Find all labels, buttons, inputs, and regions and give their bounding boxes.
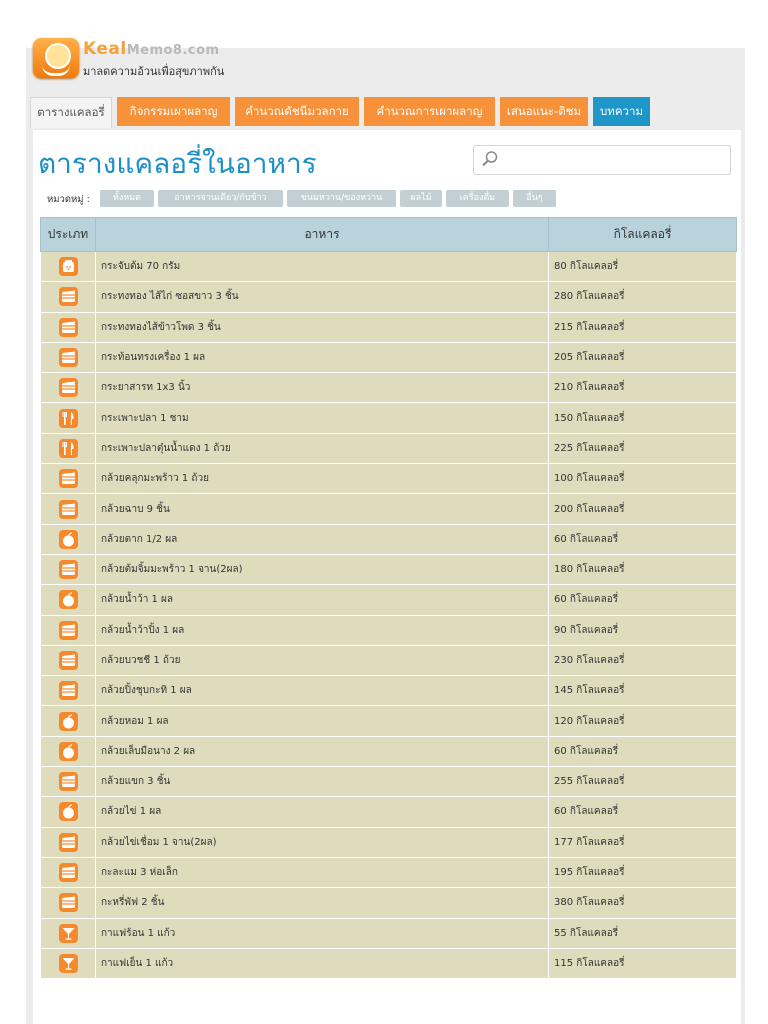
table-row[interactable] — [41, 948, 737, 978]
cocktail-icon — [59, 954, 78, 973]
table-row[interactable] — [41, 615, 737, 645]
cake-icon — [59, 681, 78, 700]
food-calories: 80 กิโลแคลอรี่ — [549, 252, 737, 282]
food-calories: 380 กิโลแคลอรี่ — [549, 888, 737, 918]
food-calories: 60 กิโลแคลอรี่ — [549, 585, 737, 615]
table-row[interactable] — [41, 252, 737, 282]
food-name[interactable]: กล้วยบวชชี 1 ถ้วย — [96, 645, 549, 675]
table-row[interactable] — [41, 736, 737, 766]
tab-burn-calc[interactable]: คำนวณการเผาผลาญ — [364, 97, 495, 126]
cake-icon — [59, 772, 78, 791]
row-type-cell — [41, 948, 96, 978]
food-name[interactable]: กล้วยแขก 3 ชิ้น — [96, 767, 549, 797]
food-name[interactable]: กาแฟเย็น 1 แก้ว — [96, 948, 549, 978]
category-others[interactable]: อื่นๆ — [513, 190, 556, 207]
food-calories: 60 กิโลแคลอรี่ — [549, 736, 737, 766]
row-type-cell — [41, 524, 96, 554]
table-row[interactable] — [41, 857, 737, 887]
brand-domain: Memo8.com — [126, 43, 220, 58]
tab-activities[interactable]: กิจกรรมเผาผลาญ — [117, 97, 230, 126]
brand-name: Keal — [83, 39, 127, 59]
category-fruits[interactable]: ผลไม้ — [400, 190, 442, 207]
row-type-cell — [41, 342, 96, 372]
cake-icon — [59, 500, 78, 519]
food-name[interactable]: กล้วยตาก 1/2 ผล — [96, 524, 549, 554]
row-type-cell — [41, 827, 96, 857]
table-row[interactable] — [41, 524, 737, 554]
food-calories: 255 กิโลแคลอรี่ — [549, 767, 737, 797]
table-row[interactable] — [41, 645, 737, 675]
row-type-cell — [41, 433, 96, 463]
table-row[interactable] — [41, 918, 737, 948]
site-brand[interactable] — [83, 39, 220, 59]
table-row[interactable] — [41, 554, 737, 584]
table-row[interactable] — [41, 282, 737, 312]
food-name[interactable]: กล้วยน้ำว้าปิ้ง 1 ผล — [96, 615, 549, 645]
category-label: หมวดหมู่ : — [47, 194, 90, 205]
cocktail-icon — [59, 924, 78, 943]
food-name[interactable]: กะหรี่พัฟ 2 ชิ้น — [96, 888, 549, 918]
food-name[interactable]: กระท้อนทรงเครื่อง 1 ผล — [96, 342, 549, 372]
food-name[interactable]: กล้วยปิ้งชุบกะทิ 1 ผล — [96, 676, 549, 706]
food-calories: 205 กิโลแคลอรี่ — [549, 342, 737, 372]
row-type-cell — [41, 736, 96, 766]
row-type-cell — [41, 706, 96, 736]
food-name[interactable]: กล้วยเล็บมือนาง 2 ผล — [96, 736, 549, 766]
tab-bmi[interactable]: คำนวณดัชนีมวลกาย — [235, 97, 359, 126]
food-name[interactable]: กาแฟร้อน 1 แก้ว — [96, 918, 549, 948]
row-type-cell — [41, 312, 96, 342]
row-type-cell — [41, 554, 96, 584]
food-calories: 60 กิโลแคลอรี่ — [549, 524, 737, 554]
food-calories: 180 กิโลแคลอรี่ — [549, 554, 737, 584]
apple-icon — [59, 530, 78, 549]
row-type-cell — [41, 797, 96, 827]
table-row[interactable] — [41, 342, 737, 372]
logo-icon[interactable] — [33, 38, 79, 78]
cake-icon — [59, 651, 78, 670]
header-type[interactable]: ประเภท — [41, 218, 96, 252]
row-type-cell — [41, 676, 96, 706]
cake-icon — [59, 833, 78, 852]
table-row[interactable] — [41, 767, 737, 797]
cake-icon — [59, 621, 78, 640]
page-title: ตารางแคลอรี่ในอาหาร — [38, 147, 317, 180]
table-row[interactable] — [41, 464, 737, 494]
header-calories[interactable]: กิโลแคลอรี่ — [549, 218, 737, 252]
rice-box-icon — [59, 257, 78, 276]
food-calories: 210 กิโลแคลอรี่ — [549, 373, 737, 403]
food-calories: 100 กิโลแคลอรี่ — [549, 464, 737, 494]
tab-calorie-table[interactable]: ตารางแคลอรี่ — [30, 97, 112, 128]
category-desserts[interactable]: ขนมหวาน/ของหวาน — [287, 190, 396, 207]
apple-icon — [59, 590, 78, 609]
table-row[interactable] — [41, 706, 737, 736]
table-row[interactable] — [41, 676, 737, 706]
cake-icon — [59, 348, 78, 367]
food-name[interactable]: กะละแม 3 ห่อเล็ก — [96, 857, 549, 887]
search-icon[interactable] — [480, 149, 500, 169]
cake-icon — [59, 560, 78, 579]
row-type-cell — [41, 615, 96, 645]
row-type-cell — [41, 373, 96, 403]
calorie-table — [40, 217, 737, 979]
food-calories: 60 กิโลแคลอรี่ — [549, 797, 737, 827]
category-drinks[interactable]: เครื่องดื่ม — [446, 190, 509, 207]
cake-icon — [59, 863, 78, 882]
food-name[interactable]: กล้วยไข่เชื่อม 1 จาน(2ผล) — [96, 827, 549, 857]
table-body — [41, 252, 737, 979]
food-calories: 215 กิโลแคลอรี่ — [549, 312, 737, 342]
table-row[interactable] — [41, 433, 737, 463]
food-calories: 195 กิโลแคลอรี่ — [549, 857, 737, 887]
table-row[interactable] — [41, 403, 737, 433]
food-name[interactable]: กล้วยหอม 1 ผล — [96, 706, 549, 736]
cake-icon — [59, 378, 78, 397]
cake-icon — [59, 893, 78, 912]
tab-feedback[interactable]: เสนอแนะ-ติชม — [500, 97, 588, 126]
row-type-cell — [41, 645, 96, 675]
row-type-cell — [41, 888, 96, 918]
table-row[interactable] — [41, 585, 737, 615]
food-calories: 280 กิโลแคลอรี่ — [549, 282, 737, 312]
row-type-cell — [41, 282, 96, 312]
food-calories: 200 กิโลแคลอรี่ — [549, 494, 737, 524]
cake-icon — [59, 318, 78, 337]
cake-icon — [59, 287, 78, 306]
row-type-cell — [41, 464, 96, 494]
apple-icon — [59, 802, 78, 821]
row-type-cell — [41, 494, 96, 524]
table-header-row — [41, 218, 737, 252]
food-calories: 115 กิโลแคลอรี่ — [549, 948, 737, 978]
food-calories: 230 กิโลแคลอรี่ — [549, 645, 737, 675]
row-type-cell — [41, 767, 96, 797]
row-type-cell — [41, 857, 96, 887]
food-calories: 90 กิโลแคลอรี่ — [549, 615, 737, 645]
food-name[interactable]: กล้วยคลุกมะพร้าว 1 ถ้วย — [96, 464, 549, 494]
food-name[interactable]: กระทงทอง ไส้ไก่ ซอสขาว 3 ชิ้น — [96, 282, 549, 312]
food-name[interactable]: กระเพาะปลาตุ๋นน้ำแดง 1 ถ้วย — [96, 433, 549, 463]
food-calories: 145 กิโลแคลอรี่ — [549, 676, 737, 706]
header-food[interactable]: อาหาร — [96, 218, 549, 252]
table-row[interactable] — [41, 494, 737, 524]
apple-icon — [59, 742, 78, 761]
fork-knife-icon — [59, 409, 78, 428]
search-input[interactable] — [502, 150, 726, 170]
row-type-cell — [41, 252, 96, 282]
food-name[interactable]: กล้วยน้ำว้า 1 ผล — [96, 585, 549, 615]
food-calories: 177 กิโลแคลอรี่ — [549, 827, 737, 857]
food-name[interactable]: กล้วยไข่ 1 ผล — [96, 797, 549, 827]
food-calories: 120 กิโลแคลอรี่ — [549, 706, 737, 736]
food-name[interactable]: กล้วยต้มจิ้มมะพร้าว 1 จาน(2ผล) — [96, 554, 549, 584]
cake-icon — [59, 469, 78, 488]
food-name[interactable]: กระยาสารท 1x3 นิ้ว — [96, 373, 549, 403]
site-tagline: มาลดความอ้วนเพื่อสุขภาพกัน — [83, 65, 225, 78]
food-calories: 225 กิโลแคลอรี่ — [549, 433, 737, 463]
food-name[interactable]: กระทงทองไส้ข้าวโพด 3 ชิ้น — [96, 312, 549, 342]
row-type-cell — [41, 585, 96, 615]
food-calories: 150 กิโลแคลอรี่ — [549, 403, 737, 433]
food-name[interactable]: กล้วยฉาบ 9 ชิ้น — [96, 494, 549, 524]
food-calories: 55 กิโลแคลอรี่ — [549, 918, 737, 948]
tab-articles[interactable]: บทความ — [593, 97, 650, 126]
table-row[interactable] — [41, 312, 737, 342]
row-type-cell — [41, 918, 96, 948]
category-all[interactable]: ทั้งหมด — [100, 190, 154, 207]
table-row[interactable] — [41, 797, 737, 827]
main-panel — [33, 130, 741, 1024]
fork-knife-icon — [59, 439, 78, 458]
category-meals[interactable]: อาหารจานเดียว/กับข้าว — [158, 190, 283, 207]
row-type-cell — [41, 403, 96, 433]
food-name[interactable]: กระเพาะปลา 1 ชาม — [96, 403, 549, 433]
table-row[interactable] — [41, 888, 737, 918]
search-box[interactable] — [473, 145, 731, 175]
table-row[interactable] — [41, 373, 737, 403]
apple-icon — [59, 712, 78, 731]
table-row[interactable] — [41, 827, 737, 857]
food-name[interactable]: กระจับต้ม 70 กรัม — [96, 252, 549, 282]
